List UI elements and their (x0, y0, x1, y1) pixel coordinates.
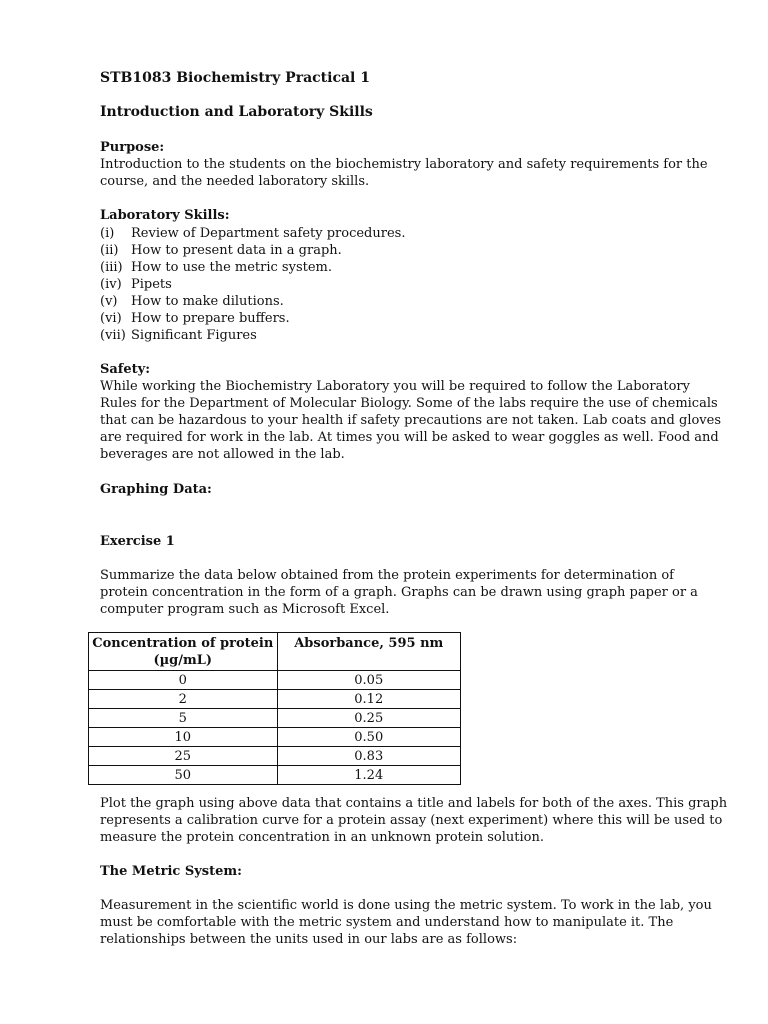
plot-instructions-line: represents a calibration curve for a protein assay (next experiment) where this will be used to (100, 813, 723, 828)
concentration-cell: 50 (89, 766, 278, 785)
purpose-line: course, and the needed laboratory skills. (100, 174, 370, 189)
exercise-line: computer program such as Microsoft Excel. (100, 602, 390, 617)
skills-item-text: How to make dilutions. (131, 294, 284, 309)
table-row (89, 690, 461, 709)
skills-item-number: (iv) (100, 277, 122, 292)
absorbance-cell: 0.83 (277, 747, 460, 766)
graphing-heading: Graphing Data: (100, 482, 212, 497)
concentration-cell: 10 (89, 728, 278, 747)
exercise-heading: Exercise 1 (100, 534, 175, 549)
absorbance-cell: 0.12 (277, 690, 460, 709)
plot-instructions-line: Plot the graph using above data that contains a title and labels for both of the axes. This graph (100, 796, 728, 811)
skills-heading: Laboratory Skills: (100, 208, 230, 223)
skills-item-number: (i) (100, 226, 115, 241)
table-row (89, 671, 461, 690)
table-row (89, 747, 461, 766)
metric-line: must be comfortable with the metric system and understand how to manipulate it. The (100, 915, 674, 930)
safety-line: are required for work in the lab. At times you will be asked to wear goggles as well. Food and (100, 430, 719, 445)
skills-item-text: Review of Department safety procedures. (131, 226, 406, 241)
table-row (89, 728, 461, 747)
absorbance-column-header: Absorbance, 595 nm (277, 633, 460, 671)
safety-line: While working the Biochemistry Laboratory you will be required to follow the Laboratory (100, 379, 690, 394)
exercise-line: protein concentration in the form of a graph. Graphs can be drawn using graph paper or a (100, 585, 698, 600)
purpose-heading: Purpose: (100, 140, 165, 155)
purpose-line: Introduction to the students on the biochemistry laboratory and safety requirements for the (100, 157, 708, 172)
concentration-cell: 0 (89, 671, 278, 690)
table-row (89, 766, 461, 785)
safety-line: Rules for the Department of Molecular Biology. Some of the labs require the use of chemicals (100, 396, 718, 411)
safety-line: beverages are not allowed in the lab. (100, 447, 345, 462)
concentration-header-label: Concentration of protein (92, 636, 274, 651)
skills-item-number: (iii) (100, 260, 123, 275)
concentration-cell: 25 (89, 747, 278, 766)
absorbance-cell: 1.24 (277, 766, 460, 785)
skills-item-number: (vii) (100, 328, 126, 343)
table-row (89, 709, 461, 728)
skills-item-text: Pipets (131, 277, 172, 292)
safety-line: that can be hazardous to your health if safety precautions are not taken. Lab coats and gloves (100, 413, 722, 428)
safety-heading: Safety: (100, 362, 151, 377)
concentration-header-unit: (µg/mL) (153, 653, 213, 668)
skills-item-text: How to prepare buffers. (131, 311, 290, 326)
table-header-row (89, 633, 461, 671)
protein-data-table (88, 632, 461, 785)
concentration-column-header (89, 633, 278, 671)
skills-item-text: How to present data in a graph. (131, 243, 342, 258)
metric-line: relationships between the units used in our labs are as follows: (100, 932, 518, 947)
metric-heading: The Metric System: (100, 864, 242, 879)
skills-item-text: How to use the metric system. (131, 260, 332, 275)
document-title: STB1083 Biochemistry Practical 1 (100, 70, 370, 86)
document-subtitle: Introduction and Laboratory Skills (100, 104, 373, 120)
skills-item-text: Significant Figures (131, 328, 257, 343)
exercise-line: Summarize the data below obtained from the protein experiments for determination of (100, 568, 674, 583)
absorbance-cell: 0.25 (277, 709, 460, 728)
absorbance-cell: 0.50 (277, 728, 460, 747)
metric-line: Measurement in the scientific world is done using the metric system. To work in the lab, you (100, 898, 712, 913)
skills-item-number: (v) (100, 294, 118, 309)
absorbance-cell: 0.05 (277, 671, 460, 690)
skills-item-number: (ii) (100, 243, 119, 258)
concentration-cell: 2 (89, 690, 278, 709)
plot-instructions-line: measure the protein concentration in an unknown protein solution. (100, 830, 545, 845)
skills-item-number: (vi) (100, 311, 122, 326)
concentration-cell: 5 (89, 709, 278, 728)
